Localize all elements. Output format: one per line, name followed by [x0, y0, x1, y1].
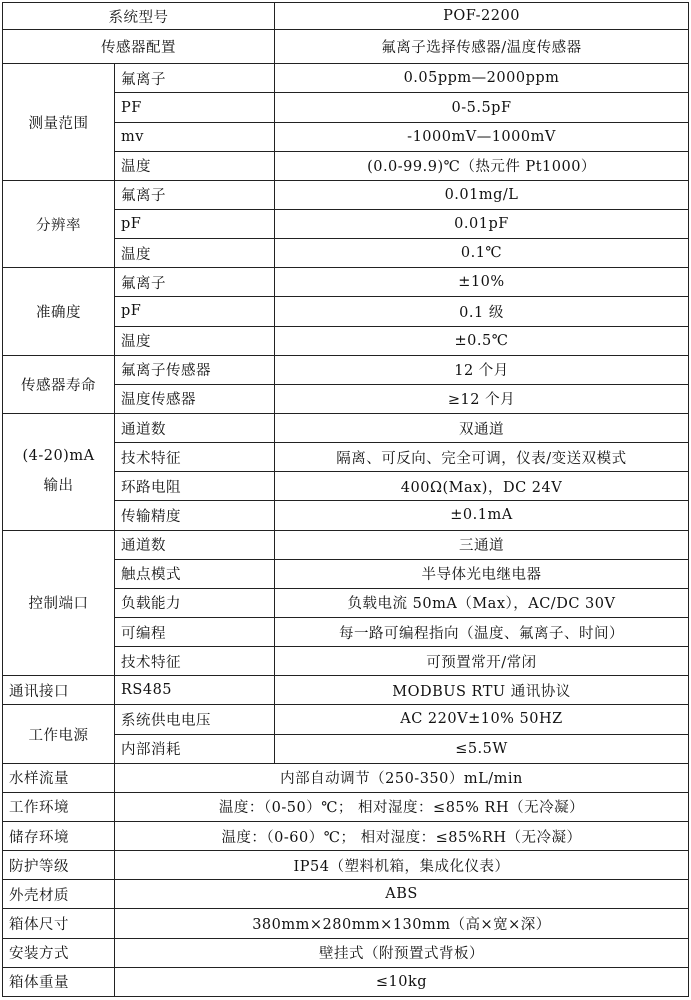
group-label: 测量范围 — [3, 64, 115, 181]
row-value: 温度：（0-60）℃； 相对湿度：≤85%RH（无冷凝） — [115, 821, 689, 850]
group-label: 分辨率 — [3, 180, 115, 267]
item-value: ±0.1mA — [275, 501, 689, 530]
table-row — [3, 530, 689, 559]
item-value: 负载电流 50mA（Max），AC/DC 30V — [275, 588, 689, 617]
row-label: 安装方式 — [3, 938, 115, 967]
row-label: 水样流量 — [3, 763, 115, 792]
group-label: 控制端口 — [3, 530, 115, 676]
table-row — [3, 676, 689, 705]
group-label: 传感器寿命 — [3, 355, 115, 413]
item-value: 400Ω(Max)，DC 24V — [275, 472, 689, 501]
table-row — [3, 355, 689, 384]
item-name: 温度 — [115, 239, 275, 268]
group-label: 工作电源 — [3, 705, 115, 763]
item-value: 双通道 — [275, 413, 689, 442]
table-row — [3, 3, 689, 30]
row-value: 壁挂式（附预置式背板） — [115, 938, 689, 967]
row-value: 380mm×280mm×130mm（高×宽×深） — [115, 909, 689, 938]
item-name: 内部消耗 — [115, 734, 275, 763]
item-value: 0.1 级 — [275, 297, 689, 326]
row-value: 内部自动调节（250-350）mL/min — [115, 763, 689, 792]
item-value: 半导体光电继电器 — [275, 559, 689, 588]
item-name: 技术特征 — [115, 443, 275, 472]
item-value: 0.01mg/L — [275, 180, 689, 209]
item-name: 可编程 — [115, 617, 275, 646]
table-row — [3, 792, 689, 821]
item-value: 每一路可编程指向（温度、氟离子、时间） — [275, 617, 689, 646]
item-value: 0-5.5pF — [275, 93, 689, 122]
item-value: 12 个月 — [275, 355, 689, 384]
row-label: 外壳材质 — [3, 880, 115, 909]
table-row — [3, 851, 689, 880]
item-value: ≤5.5W — [275, 734, 689, 763]
row-value: POF-2200 — [275, 3, 689, 30]
table-row — [3, 705, 689, 734]
item-name: 氟离子传感器 — [115, 355, 275, 384]
item-name: 温度传感器 — [115, 384, 275, 413]
item-name: 触点模式 — [115, 559, 275, 588]
item-name: 传输精度 — [115, 501, 275, 530]
item-name: 通道数 — [115, 413, 275, 442]
table-row — [3, 938, 689, 967]
row-label: 系统型号 — [3, 3, 275, 30]
row-label: 储存环境 — [3, 821, 115, 850]
item-name: pF — [115, 297, 275, 326]
table-row — [3, 413, 689, 442]
row-label: 工作环境 — [3, 792, 115, 821]
row-value: ≤10kg — [115, 967, 689, 996]
table-row — [3, 763, 689, 792]
item-value: (0.0-99.9)℃（热元件 Pt1000） — [275, 151, 689, 180]
group-label-line1: (4-20)mA — [22, 448, 95, 465]
item-value: ≥12 个月 — [275, 384, 689, 413]
item-name: mv — [115, 122, 275, 151]
item-name: 环路电阻 — [115, 472, 275, 501]
table-row — [3, 967, 689, 996]
table-row — [3, 64, 689, 93]
table-row — [3, 821, 689, 850]
item-name: RS485 — [115, 676, 275, 705]
row-label: 箱体重量 — [3, 967, 115, 996]
item-name: 氟离子 — [115, 64, 275, 93]
row-value: ABS — [115, 880, 689, 909]
item-name: 系统供电电压 — [115, 705, 275, 734]
group-label: 准确度 — [3, 268, 115, 355]
item-value: 三通道 — [275, 530, 689, 559]
item-value: 可预置常开/常闭 — [275, 647, 689, 676]
item-name: pF — [115, 210, 275, 239]
item-name: 氟离子 — [115, 268, 275, 297]
group-label — [3, 413, 115, 530]
item-name: 氟离子 — [115, 180, 275, 209]
item-value: -1000mV—1000mV — [275, 122, 689, 151]
group-label: 通讯接口 — [3, 676, 115, 705]
item-value: 0.1℃ — [275, 239, 689, 268]
row-label: 箱体尺寸 — [3, 909, 115, 938]
row-value: IP54（塑料机箱，集成化仪表） — [115, 851, 689, 880]
item-value: ±10% — [275, 268, 689, 297]
row-value: 温度：（0-50）℃； 相对湿度：≤85% RH（无冷凝） — [115, 792, 689, 821]
item-name: 通道数 — [115, 530, 275, 559]
item-value: 0.05ppm—2000ppm — [275, 64, 689, 93]
item-name: 负载能力 — [115, 588, 275, 617]
table-row — [3, 180, 689, 209]
table-row — [3, 909, 689, 938]
row-value: 氟离子选择传感器/温度传感器 — [275, 30, 689, 64]
table-row — [3, 268, 689, 297]
row-label: 防护等级 — [3, 851, 115, 880]
group-label-line2: 输出 — [43, 478, 74, 495]
item-value: ±0.5℃ — [275, 326, 689, 355]
item-value: MODBUS RTU 通讯协议 — [275, 676, 689, 705]
item-name: 温度 — [115, 326, 275, 355]
item-name: 温度 — [115, 151, 275, 180]
item-name: PF — [115, 93, 275, 122]
item-value: 隔离、可反向、完全可调，仪表/变送双模式 — [275, 443, 689, 472]
table-row — [3, 30, 689, 64]
item-value: AC 220V±10% 50HZ — [275, 705, 689, 734]
table-row — [3, 880, 689, 909]
row-label: 传感器配置 — [3, 30, 275, 64]
item-name: 技术特征 — [115, 647, 275, 676]
spec-table — [2, 2, 689, 997]
item-value: 0.01pF — [275, 210, 689, 239]
